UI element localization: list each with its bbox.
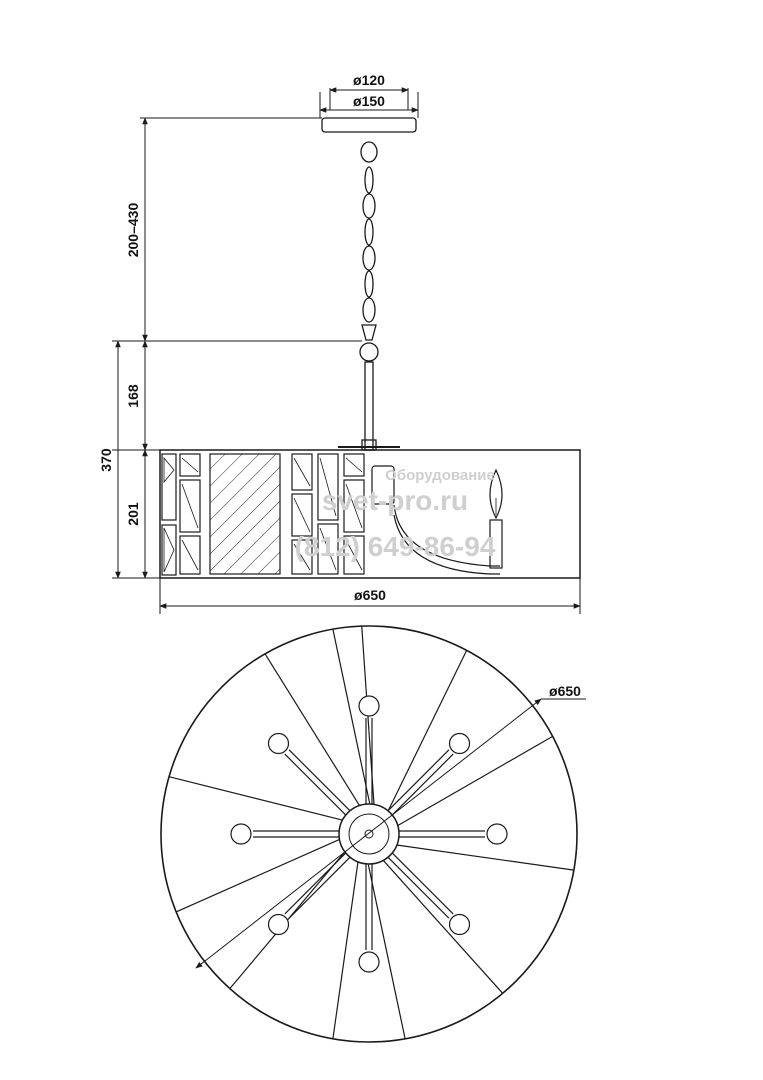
- frame-rib: [388, 650, 466, 810]
- watermark: [295, 467, 496, 562]
- watermark-line2: svet-pro.ru: [321, 485, 469, 516]
- rod-height-label: 168: [125, 384, 141, 408]
- chain: [360, 142, 378, 361]
- frame-rib: [384, 861, 503, 993]
- dimension-labels: [98, 72, 581, 699]
- chain-length-label: 200–430: [125, 202, 141, 258]
- frame-rib: [265, 654, 359, 805]
- total-height-label: 370: [98, 448, 114, 472]
- canopy-inner-label: ø120: [353, 72, 385, 88]
- watermark-line1: Оборудование: [385, 467, 495, 484]
- bulb: [268, 733, 288, 753]
- frame-rib: [398, 845, 574, 870]
- bulb-arm: [285, 754, 346, 815]
- bulb-arm: [388, 857, 449, 918]
- bulb: [359, 952, 379, 972]
- bulb: [359, 696, 379, 716]
- center-hub: [339, 804, 399, 864]
- bulb-arm: [289, 750, 350, 811]
- frame-rib: [333, 863, 358, 1039]
- bulb: [268, 915, 288, 935]
- watermark-line3: (812) 649-86-94: [294, 531, 496, 562]
- width-side-label: ø650: [354, 587, 386, 603]
- bulb-arm: [285, 853, 346, 914]
- shade-height-label: 201: [125, 502, 141, 526]
- bulb: [450, 915, 470, 935]
- bulb: [231, 824, 251, 844]
- frame-rib: [368, 865, 405, 1039]
- canopy-plate: [322, 118, 416, 132]
- rod: [365, 362, 373, 450]
- bulb: [450, 733, 470, 753]
- frame-rib: [169, 777, 342, 820]
- bottom-view: [161, 626, 586, 1042]
- canopy-outer-label: ø150: [353, 93, 385, 109]
- width-bottom-label: ø650: [549, 683, 581, 699]
- bulb: [487, 824, 507, 844]
